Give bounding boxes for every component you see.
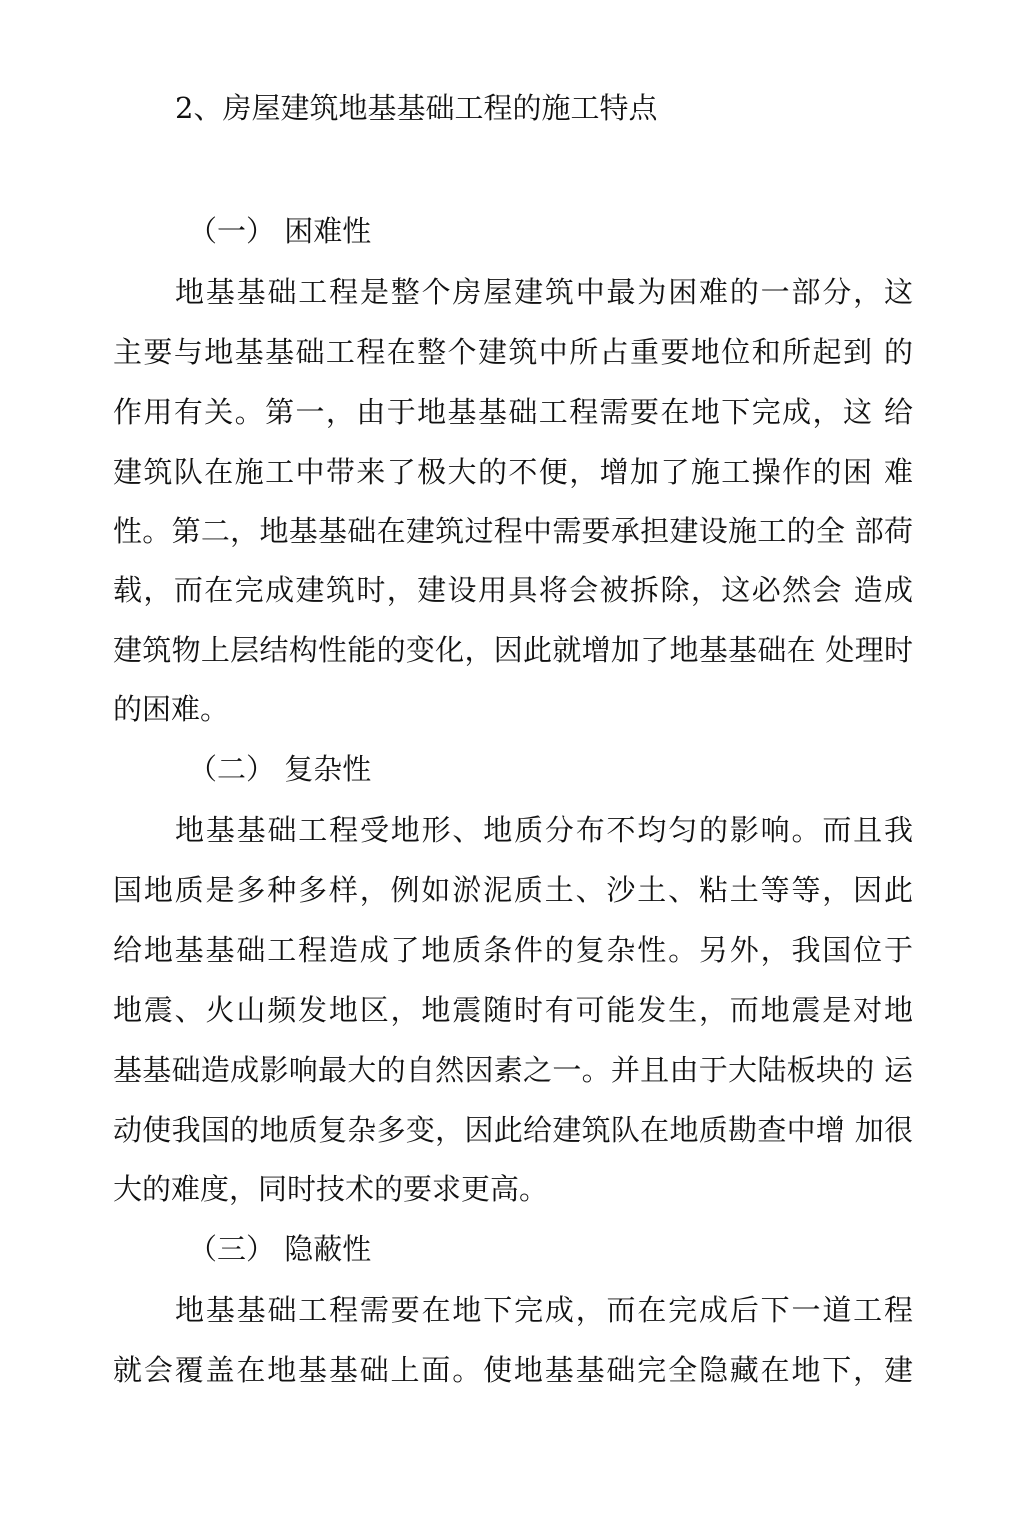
paragraph-line: 地基基础工程受地形、地质分布不均匀的影响。而且我 xyxy=(175,813,913,847)
subsection-heading-complexity: （二） 复杂性 xyxy=(188,752,372,786)
paragraph-line: 就会覆盖在地基基础上面。使地基基础完全隐藏在地下，建 xyxy=(113,1353,913,1387)
paragraph-line: 作用有关。第一，由于地基基础工程需要在地下完成，这 给 xyxy=(113,395,913,429)
paragraph-line: 国地质是多种多样，例如淤泥质土、沙土、粘土等等，因此 xyxy=(113,873,913,907)
paragraph-line: 建筑物上层结构性能的变化，因此就增加了地基基础在 处理时 xyxy=(113,633,913,667)
paragraph-line: 地基基础工程是整个房屋建筑中最为困难的一部分，这 xyxy=(175,275,913,309)
subsection-heading-difficulty: （一） 困难性 xyxy=(188,214,372,248)
paragraph-line: 给地基基础工程造成了地质条件的复杂性。另外，我国位于 xyxy=(113,933,913,967)
paragraph-line: 建筑队在施工中带来了极大的不便，增加了施工操作的困 难 xyxy=(113,455,913,489)
paragraph-line: 载，而在完成建筑时，建设用具将会被拆除，这必然会 造成 xyxy=(113,573,913,607)
paragraph-line: 大的难度，同时技术的要求更高。 xyxy=(113,1172,549,1206)
paragraph-line: 主要与地基基础工程在整个建筑中所占重要地位和所起到 的 xyxy=(113,335,913,369)
paragraph-line: 动使我国的地质复杂多变，因此给建筑队在地质勘查中增 加很 xyxy=(113,1113,913,1147)
paragraph-line: 性。第二，地基基础在建筑过程中需要承担建设施工的全 部荷 xyxy=(113,514,913,548)
section-title: 2、房屋建筑地基基础工程的施工特点 xyxy=(175,91,658,125)
subsection-heading-concealment: （三） 隐蔽性 xyxy=(188,1232,372,1266)
paragraph-line: 的困难。 xyxy=(113,692,230,726)
paragraph-line: 地基基础工程需要在地下完成，而在完成后下一道工程 xyxy=(175,1293,913,1327)
paragraph-line: 地震、火山频发地区，地震随时有可能发生，而地震是对地 xyxy=(113,993,913,1027)
paragraph-line: 基基础造成影响最大的自然因素之一。并且由于大陆板块的 运 xyxy=(113,1053,913,1087)
